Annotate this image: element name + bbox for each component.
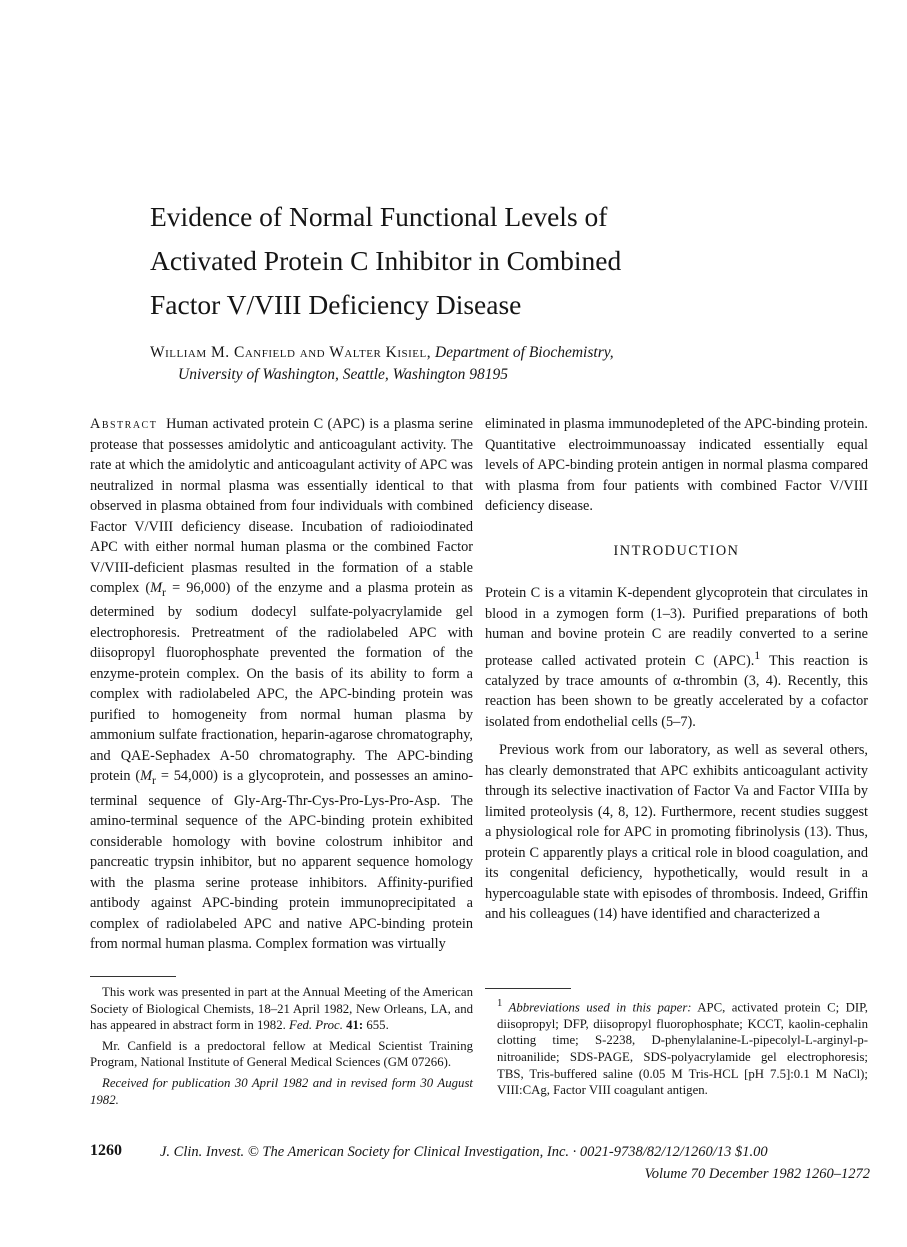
intro-p1-text-b: This reaction is catalyzed by trace amounts of α-thrombin (3, 4). Recently, this reaction has been shown to be greatly accelerated by a cofactor isolated from endothelial cells (5–7). — [485, 652, 868, 730]
abstract-heading: Abstract — [90, 416, 158, 432]
intro-paragraph-1 — [485, 583, 868, 732]
abstract-paragraph — [90, 414, 473, 955]
page-number: 1260 — [90, 1142, 122, 1159]
abstract-continuation — [485, 414, 868, 517]
author-affiliation: University of Washington, Seattle, Washington 98195 — [178, 366, 508, 383]
column-right — [485, 414, 868, 925]
author-line — [150, 342, 870, 364]
article-title — [150, 195, 790, 327]
abstract-paragraph-continued — [485, 414, 868, 517]
mr-subscript-1: r — [162, 584, 166, 599]
abstract-text-c: = 54,000) is a glycoprotein, and possesses an amino-terminal sequence of Gly-Arg-Thr-Cys-Pro-Lys-Pro-Asp. The amino-terminal sequence of the APC-binding protein exhibited considerable homology with bovine colostrum inhibitor and pancreatic trypsin inhibitor, but no apparent sequence homology with the plasma serine protease inhibitors. Affinity-purified antibody against APC-binding protein immunoprecipitated a complex of radiolabeled APC and native APC-binding protein from normal human plasma. Complex formation was virtually — [90, 768, 473, 953]
note-abbreviations — [485, 996, 868, 1099]
footnote-mark-1: 1 — [497, 998, 503, 1009]
title-line-1: Evidence of Normal Functional Levels of — [150, 201, 608, 232]
author-department: Department of Biochemistry, — [434, 344, 614, 361]
footnote-ref-1: 1 — [754, 647, 761, 662]
footnote-divider-left — [90, 976, 176, 977]
introduction-heading: INTRODUCTION — [613, 542, 740, 559]
intro-p1-text-a: Protein C is a vitamin K-dependent glycoprotein that circulates in blood in a zymogen form (1–3). Purified preparations of both human and bovine protein C are readily converted to a serine protease called activated protein C (APC). — [485, 585, 868, 669]
note-1-journal: Fed. Proc. — [289, 1018, 343, 1033]
note-1-page: 655. — [363, 1018, 389, 1033]
author-block — [150, 342, 870, 386]
title-line-3: Factor V/VIII Deficiency Disease — [150, 289, 522, 320]
note-1-volume: 41: — [342, 1018, 364, 1033]
mr-symbol-2: M — [140, 768, 153, 785]
intro-paragraph-2: Previous work from our laboratory, as well as several others, has clearly demonstrated that APC exhibits anticoagulant activity through its selective inactivation of Factor Va and Factor VIIIa by limited proteolysis (4, 8, 12). Furthermore, recent studies suggest a physiological role for APC in promoting fibrinolysis (13). Thus, protein C apparently plays a critical role in blood coagulation, and its congenital deficiency, hypothetically, would result in a hypercoagulable state with episodes of thrombosis. Indeed, Griffin and his colleagues (14) have identified and characterized a — [485, 742, 868, 923]
abstract-text-continued: eliminated in plasma immunodepleted of the APC-binding protein. Quantitative electroimmunoassay indicated essentially equal levels of APC-binding protein antigen in normal plasma compared with plasma from four patients with combined Factor V/VIII deficiency disease. — [485, 416, 868, 514]
abstract-text-a: Human activated protein C (APC) is a plasma serine protease that possesses amidolytic and anticoagulant activity. The rate at which the amidolytic and anticoagulant activity of APC was neutralized in normal plasma was essentially identical to that observed in plasma obtained from four individuals with combined Factor V/VIII deficiency disease. Incubation of radioiodinated APC with either normal human plasma or the combined Factor V/VIII-deficient plasmas resulted in the formation of a stable complex ( — [90, 416, 473, 596]
journal-citation: J. Clin. Invest. © The American Society for Clinical Investigation, Inc. · 0021-9738/82/12/1260/13 $1.00 — [160, 1144, 768, 1160]
note-1-text: This work was presented in part at the Annual Meeting of the American Society of Biological Chemists, 18–21 April 1982, New Orleans, LA, and has appeared in abstract form in 1982. — [90, 985, 473, 1033]
title-line-2: Activated Protein C Inhibitor in Combined — [150, 245, 622, 276]
footnotes-right — [485, 996, 868, 1103]
column-left — [90, 414, 473, 955]
note-received: Received for publication 30 April 1982 and in revised form 30 August 1982. — [90, 1075, 473, 1107]
mr-symbol-1: M — [150, 580, 163, 596]
abstract-text-b: = 96,000) of the enzyme and a plasma protein as determined by sodium dodecyl sulfate-polyacrylamide gel electrophoresis. Pretreatment of the radiolabeled APC with diisopropyl fluorophosphate prevented the formation of the enzyme-protein complex. On the basis of its ability to form a complex with radiolabeled APC, the APC-binding protein was purified to homogeneity from normal human plasma by ammonium sulfate fractionation, heparin-agarose chromatography, and QAE-Sephadex A-50 chromatography. The APC-binding protein ( — [90, 580, 473, 785]
volume-info: Volume 70 December 1982 1260–1272 — [644, 1166, 870, 1182]
author-names: William M. Canfield and Walter Kisiel, — [150, 344, 432, 361]
note-fellowship: Mr. Canfield is a predoctoral fellow at Medical Scientist Training Program, National Institute of General Medical Sciences (GM 07266). — [90, 1038, 473, 1070]
mr-subscript-2: r — [152, 773, 157, 788]
footnote-divider-right — [485, 988, 571, 989]
footnotes-left — [90, 984, 473, 1112]
abbreviations-label: Abbreviations used in this paper: — [502, 1000, 692, 1015]
abbreviations-text: APC, activated protein C; DIP, diisopropyl; DFP, diisopropyl fluorophosphate; KCCT, kaolin-cephalin clotting time; S-2238, D-phenylalanine-L-pipecolyl-L-arginyl-p-nitroanilide; SDS-PAGE, SDS-polyacrylamide gel electrophoresis; TBS, Tris-buffered saline (0.05 M Tris-HCL [pH 7.5]:0.1 M NaCl); VIII:CAg, Factor VIII coagulant antigen. — [497, 1000, 868, 1098]
note-presentation — [90, 984, 473, 1034]
